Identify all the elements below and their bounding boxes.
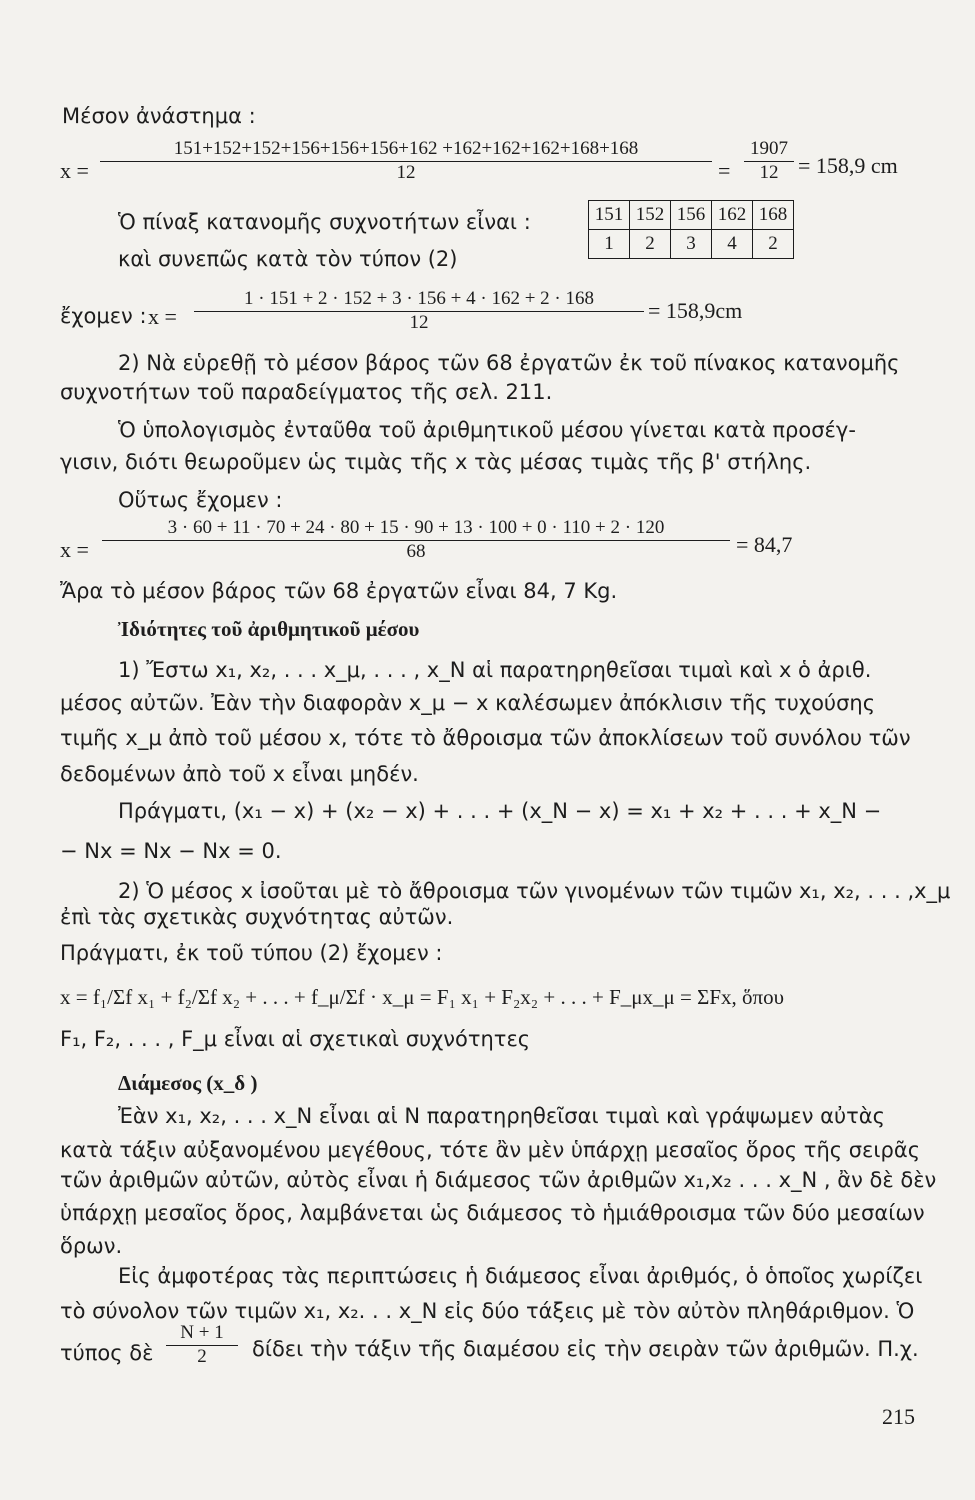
text-line: Ὁ ὑπολογισμὸς ἐνταῦθα τοῦ ἀριθμητικοῦ μέσου γίνεται κατὰ προσέγ- <box>118 418 856 442</box>
text-line: συχνοτήτων τοῦ παραδείγματος τῆς σελ. 211. <box>60 380 553 404</box>
text-line: ὑπάρχῃ μεσαῖος ὅρος, λαμβάνεται ὡς διάμεσος τὸ ἡμιάθροισμα τῶν δύο μεσαίων <box>60 1201 925 1225</box>
formula-lhs: x = <box>60 158 89 183</box>
fraction-denominator: 12 <box>409 312 429 333</box>
text-line: κατὰ τάξιν αὐξανομένου μεγέθους, τότε ἂν μὲν ὑπάρχῃ μεσαῖος ὅρος τῆς σειρᾶς <box>60 1138 921 1162</box>
section-heading: Ἰδιότητες τοῦ ἀριθμητικοῦ μέσου <box>118 617 420 641</box>
fraction-denominator: 12 <box>759 162 779 183</box>
fraction-denominator: 12 <box>396 162 416 183</box>
formula-fraction <box>744 138 794 184</box>
text-line: Μέσον ἀνάστημα : <box>62 104 256 128</box>
text-line: ὅρων. <box>60 1234 123 1258</box>
text-line: Εἰς ἀμφοτέρας τὰς περιπτώσεις ἡ διάμεσος εἶναι ἀριθμός, ὁ ὁποῖος χωρίζει <box>118 1264 923 1288</box>
text-line: μέσος αὐτῶν. Ἐὰν τὴν διαφορὰν x_μ − x καλέσωμεν ἀπόκλισιν τῆς τυχούσης <box>60 691 876 715</box>
formula-fraction <box>100 138 712 184</box>
text-line: Ὁ πίναξ κατανομῆς συχνοτήτων εἶναι : <box>118 210 531 234</box>
formula-lhs: x = <box>60 537 89 562</box>
text-line: Ἄρα τὸ μέσον βάρος τῶν 68 ἐργατῶν εἶναι 84, 7 Kg. <box>60 579 618 603</box>
fraction-numerator: 1907 <box>744 138 794 162</box>
frequency-table <box>588 200 794 259</box>
text-line: καὶ συνεπῶς κατὰ τὸν τύπον (2) <box>118 247 458 271</box>
text-line: − Nx = Nx − Nx = 0. <box>60 839 282 863</box>
table-cell: 168 <box>753 201 794 230</box>
formula-result: = 84,7 <box>736 532 793 557</box>
table-cell: 2 <box>630 230 671 259</box>
table-cell: 162 <box>712 201 753 230</box>
page-number: 215 <box>882 1404 915 1429</box>
section-heading: Διάμεσος (x_δ ) <box>118 1071 258 1095</box>
fraction-denominator: 68 <box>406 541 426 562</box>
table-cell: 1 <box>589 230 630 259</box>
fraction-numerator: 151+152+152+156+156+156+162 +162+162+162+168+168 <box>100 138 712 162</box>
text-line: δίδει τὴν τάξιν τῆς διαμέσου εἰς τὴν σειρὰν τῶν ἀριθμῶν. Π.χ. <box>252 1337 919 1361</box>
formula-result: = 158,9 cm <box>798 153 898 178</box>
text-line: τιμῆς x_μ ἀπὸ τοῦ μέσου x, τότε τὸ ἄθροισμα τῶν ἀποκλίσεων τοῦ συνόλου τῶν <box>60 726 911 750</box>
formula-fraction <box>194 288 644 334</box>
table-cell: 151 <box>589 201 630 230</box>
text-line: Πράγματι, (x₁ − x) + (x₂ − x) + . . . + (x_N − x) = x₁ + x₂ + . . . + x_N − <box>118 799 882 823</box>
table-row-values <box>589 201 794 230</box>
text-line: ἔχομεν : <box>60 304 147 328</box>
table-row-frequencies <box>589 230 794 259</box>
text-line: τῶν ἀριθμῶν αὐτῶν, αὐτὸς εἶναι ἡ διάμεσος τῶν ἀριθμῶν x₁,x₂ . . . x_N , ἂν δὲ δὲν <box>60 1168 937 1192</box>
text-line: 1) Ἔστω x₁, x₂, . . . x_μ, . . . , x_N αἱ παρατηρηθεῖσαι τιμαὶ καὶ x ὁ ἀριθ. <box>118 658 872 682</box>
text-line: Ἐὰν x₁, x₂, . . . x_N εἶναι αἱ N παρατηρηθεῖσαι τιμαὶ καὶ γράψωμεν αὐτὰς <box>118 1104 885 1128</box>
table-cell: 152 <box>630 201 671 230</box>
text-line: 2) Ὁ μέσος x ἰσοῦται μὲ τὸ ἄθροισμα τῶν γινομένων τῶν τιμῶν x₁, x₂, . . . ,x_μ <box>118 879 951 903</box>
formula-line: x = f₁/Σf x₁ + f₂/Σf x₂ + . . . + f_μ/Σf · x_μ = F₁ x₁ + F₂x₂ + . . . + F_μx_μ = ΣFx, ὅπου <box>60 985 785 1009</box>
text-line: 2) Νὰ εὑρεθῇ τὸ μέσον βάρος τῶν 68 ἐργατῶν ἐκ τοῦ πίνακος κατανομῆς <box>118 351 900 375</box>
text-line: τύπος δὲ <box>60 1341 154 1365</box>
text-line: ἐπὶ τὰς σχετικὰς συχνότητας αὐτῶν. <box>60 905 454 929</box>
formula-fraction <box>166 1322 238 1368</box>
fraction-numerator: 1 · 151 + 2 · 152 + 3 · 156 + 4 · 162 + 2 · 168 <box>194 288 644 312</box>
formula-fraction <box>102 517 730 563</box>
text-line: Πράγματι, ἐκ τοῦ τύπου (2) ἔχομεν : <box>60 941 443 965</box>
text-line: τὸ σύνολον τῶν τιμῶν x₁, x₂. . . x_N εἰς δύο τάξεις μὲ τὸν αὐτὸν πληθάριθμον. Ὁ <box>60 1299 915 1323</box>
text-line: δεδομένων ἀπὸ τοῦ x εἶναι μηδέν. <box>60 762 419 786</box>
table-cell: 3 <box>671 230 712 259</box>
fraction-numerator: N + 1 <box>166 1322 238 1346</box>
table-cell: 4 <box>712 230 753 259</box>
formula-result: = 158,9cm <box>648 298 743 323</box>
formula-lhs: x = <box>148 304 177 329</box>
table-cell: 2 <box>753 230 794 259</box>
fraction-denominator: 2 <box>197 1346 207 1367</box>
text-line: Οὕτως ἔχομεν : <box>118 488 283 512</box>
text-line: F₁, F₂, . . . , F_μ εἶναι αἱ σχετικαὶ συχνότητες <box>60 1027 531 1051</box>
formula-equals: = <box>718 158 731 183</box>
table-cell: 156 <box>671 201 712 230</box>
text-line: γισιν, διότι θεωροῦμεν ὡς τιμὰς τῆς x τὰς μέσας τιμὰς τῆς β' στήλης. <box>60 450 812 474</box>
fraction-numerator: 3 · 60 + 11 · 70 + 24 · 80 + 15 · 90 + 13 · 100 + 0 · 110 + 2 · 120 <box>102 517 730 541</box>
